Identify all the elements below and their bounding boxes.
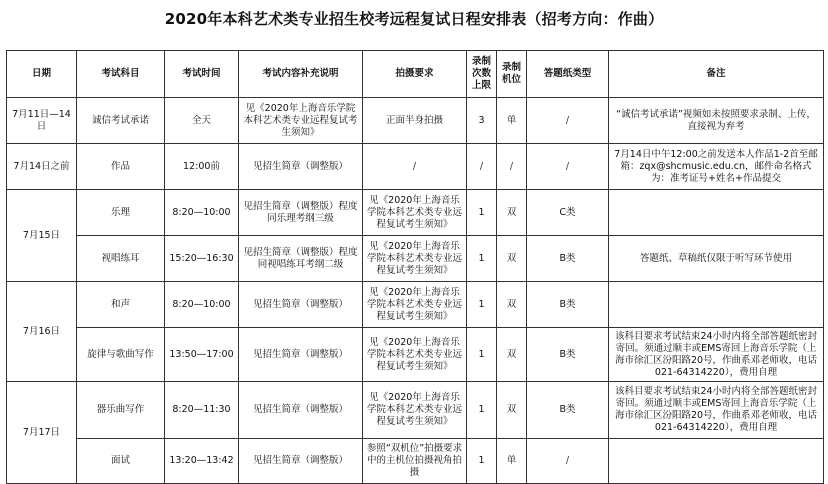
cell-note: 7月14日中午12:00之前发送本人作品1-2首至邮箱：zqx@shcmusic.edu.cn，邮件命名格式为：准考证号+姓名+作品提交 xyxy=(609,144,824,190)
cell-paper: / xyxy=(527,98,609,144)
cell-position: 双 xyxy=(497,328,527,382)
cell-note: 该科目要求考试结束24小时内将全部答题纸密封寄回。须通过顺丰或EMS寄回上海音乐学院（上海市徐汇区汾阳路20号，作曲系邓老师收，电话021-64314220），费用自理 xyxy=(609,328,824,382)
cell-shoot: 正面半身拍摄 xyxy=(363,98,467,144)
header-time: 考试时间 xyxy=(165,51,239,98)
cell-subject: 诚信考试承诺 xyxy=(77,98,165,144)
cell-count: / xyxy=(467,144,497,190)
cell-subject: 旋律与歌曲写作 xyxy=(77,328,165,382)
cell-content: 见《2020年上海音乐学院本科艺术类专业远程复试考生须知》 xyxy=(239,98,363,144)
cell-subject: 视唱练耳 xyxy=(77,236,165,282)
cell-content: 见招生简章（调整版） xyxy=(239,328,363,382)
cell-note: 该科目要求考试结束24小时内将全部答题纸密封寄回。须通过顺丰或EMS寄回上海音乐学院（上海市徐汇区汾阳路20号，作曲系邓老师收，电话021-64314220），费用自理 xyxy=(609,382,824,439)
table-row xyxy=(7,190,824,236)
header-date: 日期 xyxy=(7,51,77,98)
cell-count: 1 xyxy=(467,439,497,484)
cell-note xyxy=(609,282,824,328)
cell-shoot: 见《2020年上海音乐学院本科艺术类专业远程复试考生须知》 xyxy=(363,190,467,236)
cell-note xyxy=(609,439,824,484)
table-row xyxy=(7,282,824,328)
cell-time: 8:20—10:00 xyxy=(165,190,239,236)
cell-content: 见招生简章（调整版） xyxy=(239,282,363,328)
header-subject: 考试科目 xyxy=(77,51,165,98)
cell-position: 双 xyxy=(497,190,527,236)
cell-subject: 作品 xyxy=(77,144,165,190)
cell-count: 3 xyxy=(467,98,497,144)
cell-shoot: 见《2020年上海音乐学院本科艺术类专业远程复试考生须知》 xyxy=(363,328,467,382)
table-row xyxy=(7,382,824,439)
cell-note: “诚信考试承诺”视频如未按照要求录制、上传，直接视为弃考 xyxy=(609,98,824,144)
header-content: 考试内容补充说明 xyxy=(239,51,363,98)
cell-position: / xyxy=(497,144,527,190)
table-row xyxy=(7,98,824,144)
header-note: 备注 xyxy=(609,51,824,98)
cell-subject: 乐理 xyxy=(77,190,165,236)
header-shoot: 拍摄要求 xyxy=(363,51,467,98)
cell-date: 7月15日 xyxy=(7,190,77,282)
cell-paper: B类 xyxy=(527,328,609,382)
cell-subject: 器乐曲写作 xyxy=(77,382,165,439)
cell-position: 单 xyxy=(497,439,527,484)
cell-count: 1 xyxy=(467,236,497,282)
cell-position: 双 xyxy=(497,236,527,282)
cell-time: 15:20—16:30 xyxy=(165,236,239,282)
cell-time: 8:20—11:30 xyxy=(165,382,239,439)
cell-subject: 和声 xyxy=(77,282,165,328)
cell-time: 全天 xyxy=(165,98,239,144)
cell-shoot: 见《2020年上海音乐学院本科艺术类专业远程复试考生须知》 xyxy=(363,282,467,328)
cell-shoot: 见《2020年上海音乐学院本科艺术类专业远程复试考生须知》 xyxy=(363,236,467,282)
cell-note: 答题纸、草稿纸仅限于听写环节使用 xyxy=(609,236,824,282)
cell-paper: / xyxy=(527,439,609,484)
cell-position: 单 xyxy=(497,98,527,144)
cell-paper: C类 xyxy=(527,190,609,236)
cell-content: 见招生简章（调整版） xyxy=(239,439,363,484)
table-row xyxy=(7,439,824,484)
cell-shoot: / xyxy=(363,144,467,190)
cell-count: 1 xyxy=(467,328,497,382)
cell-shoot: 参照“双机位”拍摄要求中的主机位拍摄视角拍摄 xyxy=(363,439,467,484)
cell-paper: B类 xyxy=(527,382,609,439)
cell-paper: / xyxy=(527,144,609,190)
cell-note xyxy=(609,190,824,236)
cell-date: 7月17日 xyxy=(7,382,77,484)
cell-content: 见招生简章（调整版） xyxy=(239,382,363,439)
table-row xyxy=(7,328,824,382)
schedule-table xyxy=(6,50,824,484)
cell-count: 1 xyxy=(467,382,497,439)
cell-content: 见招生简章（调整版）程度同视唱练耳考纲二级 xyxy=(239,236,363,282)
cell-subject: 面试 xyxy=(77,439,165,484)
cell-position: 双 xyxy=(497,282,527,328)
cell-time: 12:00前 xyxy=(165,144,239,190)
cell-count: 1 xyxy=(467,190,497,236)
cell-position: 双 xyxy=(497,382,527,439)
cell-time: 13:50—17:00 xyxy=(165,328,239,382)
cell-count: 1 xyxy=(467,282,497,328)
page-title: 2020年本科艺术类专业招生校考远程复试日程安排表（招考方向：作曲） xyxy=(164,10,664,28)
table-row xyxy=(7,236,824,282)
cell-date: 7月14日之前 xyxy=(7,144,77,190)
cell-paper: B类 xyxy=(527,236,609,282)
cell-time: 13:20—13:42 xyxy=(165,439,239,484)
table-row xyxy=(7,144,824,190)
cell-date: 7月16日 xyxy=(7,282,77,382)
cell-date: 7月11日—14日 xyxy=(7,98,77,144)
cell-time: 8:20—10:00 xyxy=(165,282,239,328)
header-count: 录制次数上限 xyxy=(467,51,497,98)
cell-shoot: 见《2020年上海音乐学院本科艺术类专业远程复试考生须知》 xyxy=(363,382,467,439)
cell-content: 见招生简章（调整版） xyxy=(239,144,363,190)
header-position: 录制机位 xyxy=(497,51,527,98)
table-header-row xyxy=(7,51,824,98)
header-paper: 答题纸类型 xyxy=(527,51,609,98)
cell-paper: B类 xyxy=(527,282,609,328)
cell-content: 见招生简章（调整版）程度同乐理考纲三级 xyxy=(239,190,363,236)
